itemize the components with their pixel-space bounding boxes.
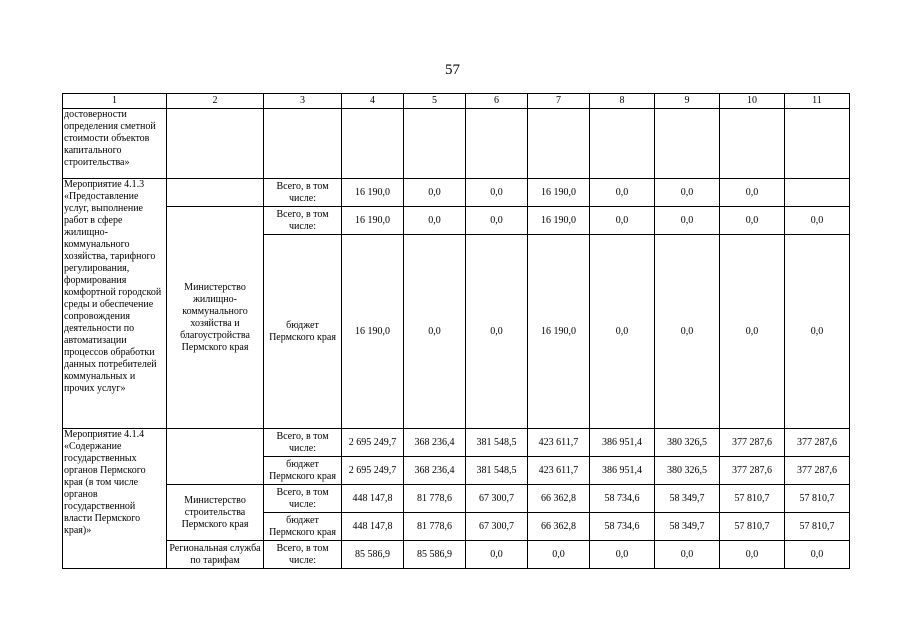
value-cell: 81 778,6 (404, 513, 466, 541)
executor-cell: Министерство жилищно-коммунального хозяйства и благоустройства Пермского края (167, 207, 264, 429)
funding-source: бюджет Пермского края (264, 513, 342, 541)
funding-source: Всего, в том числе: (264, 207, 342, 235)
empty-cell (404, 109, 466, 179)
value-cell: 57 810,7 (785, 485, 850, 513)
table-row (63, 109, 850, 179)
value-cell: 81 778,6 (404, 485, 466, 513)
value-cell: 16 190,0 (342, 207, 404, 235)
value-cell: 0,0 (466, 235, 528, 429)
value-cell: 0,0 (404, 179, 466, 207)
col-header: 10 (720, 94, 785, 109)
value-cell: 67 300,7 (466, 513, 528, 541)
value-cell: 57 810,7 (785, 513, 850, 541)
value-cell: 381 548,5 (466, 457, 528, 485)
value-cell: 58 734,6 (590, 513, 655, 541)
value-cell: 16 190,0 (528, 179, 590, 207)
col-header: 3 (264, 94, 342, 109)
empty-cell (528, 109, 590, 179)
value-cell: 386 951,4 (590, 457, 655, 485)
value-cell: 380 326,5 (655, 457, 720, 485)
col-header: 9 (655, 94, 720, 109)
executor-cell: Региональная служба по тарифам (167, 541, 264, 569)
value-cell: 0,0 (655, 207, 720, 235)
value-cell: 377 287,6 (785, 429, 850, 457)
value-cell: 448 147,8 (342, 513, 404, 541)
empty-cell (590, 109, 655, 179)
value-cell: 381 548,5 (466, 429, 528, 457)
value-cell: 377 287,6 (720, 457, 785, 485)
measure-description: достоверности определения сметной стоимости объектов капитального строительства» (63, 109, 167, 179)
value-cell: 16 190,0 (342, 179, 404, 207)
page-number: 57 (445, 62, 460, 78)
value-cell: 0,0 (720, 235, 785, 429)
value-cell: 368 236,4 (404, 457, 466, 485)
value-cell: 0,0 (404, 235, 466, 429)
empty-cell (342, 109, 404, 179)
empty-cell (785, 109, 850, 179)
value-cell: 0,0 (466, 207, 528, 235)
empty-cell (167, 429, 264, 485)
value-cell: 2 695 249,7 (342, 429, 404, 457)
value-cell: 85 586,9 (342, 541, 404, 569)
funding-source: бюджет Пермского края (264, 235, 342, 429)
value-cell: 423 611,7 (528, 429, 590, 457)
funding-source: Всего, в том числе: (264, 179, 342, 207)
funding-source: Всего, в том числе: (264, 485, 342, 513)
value-cell: 0,0 (590, 541, 655, 569)
empty-cell (264, 109, 342, 179)
value-cell: 0,0 (466, 541, 528, 569)
value-cell: 67 300,7 (466, 485, 528, 513)
value-cell: 0,0 (655, 235, 720, 429)
col-header: 11 (785, 94, 850, 109)
col-header: 2 (167, 94, 264, 109)
value-cell: 448 147,8 (342, 485, 404, 513)
value-cell: 58 734,6 (590, 485, 655, 513)
budget-table (62, 93, 850, 569)
funding-source: Всего, в том числе: (264, 541, 342, 569)
value-cell: 58 349,7 (655, 485, 720, 513)
value-cell (785, 179, 850, 207)
empty-cell (167, 109, 264, 179)
col-header: 8 (590, 94, 655, 109)
value-cell: 16 190,0 (528, 207, 590, 235)
empty-cell (167, 179, 264, 207)
value-cell: 16 190,0 (528, 235, 590, 429)
value-cell: 0,0 (528, 541, 590, 569)
funding-source: Всего, в том числе: (264, 429, 342, 457)
measure-description: Мероприятие 4.1.4 «Содержание государственных органов Пермского края (в том числе органов государственной власти Пермского края)» (63, 429, 167, 569)
value-cell: 0,0 (590, 235, 655, 429)
value-cell: 66 362,8 (528, 513, 590, 541)
table-row (63, 429, 850, 457)
value-cell: 0,0 (466, 179, 528, 207)
empty-cell (655, 109, 720, 179)
col-header: 6 (466, 94, 528, 109)
value-cell: 0,0 (590, 207, 655, 235)
value-cell: 0,0 (655, 541, 720, 569)
value-cell: 16 190,0 (342, 235, 404, 429)
value-cell: 58 349,7 (655, 513, 720, 541)
value-cell: 57 810,7 (720, 485, 785, 513)
empty-cell (466, 109, 528, 179)
executor-cell: Министерство строительства Пермского края (167, 485, 264, 541)
empty-cell (720, 109, 785, 179)
value-cell: 0,0 (720, 179, 785, 207)
value-cell: 386 951,4 (590, 429, 655, 457)
value-cell: 2 695 249,7 (342, 457, 404, 485)
value-cell: 57 810,7 (720, 513, 785, 541)
col-header: 5 (404, 94, 466, 109)
col-header: 7 (528, 94, 590, 109)
funding-source: бюджет Пермского края (264, 457, 342, 485)
value-cell: 66 362,8 (528, 485, 590, 513)
col-header: 4 (342, 94, 404, 109)
value-cell: 0,0 (785, 541, 850, 569)
value-cell: 0,0 (785, 235, 850, 429)
value-cell: 377 287,6 (785, 457, 850, 485)
measure-description: Мероприятие 4.1.3 «Предоставление услуг, выполнение работ в сфере жилищно-коммунального хозяйства, тарифного регулирования, формирования комфортной городской среды и обеспечение сопровождения деятельности по автоматизации процессов обработки данных потребителей коммунальных и прочих услуг» (63, 179, 167, 429)
table-row (63, 179, 850, 207)
table-row (63, 485, 850, 513)
value-cell: 368 236,4 (404, 429, 466, 457)
column-number-row (63, 94, 850, 109)
table-row (63, 207, 850, 235)
value-cell: 0,0 (785, 207, 850, 235)
value-cell: 0,0 (655, 179, 720, 207)
value-cell: 85 586,9 (404, 541, 466, 569)
value-cell: 377 287,6 (720, 429, 785, 457)
value-cell: 0,0 (720, 207, 785, 235)
table-row (63, 541, 850, 569)
col-header: 1 (63, 94, 167, 109)
value-cell: 0,0 (590, 179, 655, 207)
value-cell: 0,0 (404, 207, 466, 235)
value-cell: 380 326,5 (655, 429, 720, 457)
value-cell: 0,0 (720, 541, 785, 569)
value-cell: 423 611,7 (528, 457, 590, 485)
